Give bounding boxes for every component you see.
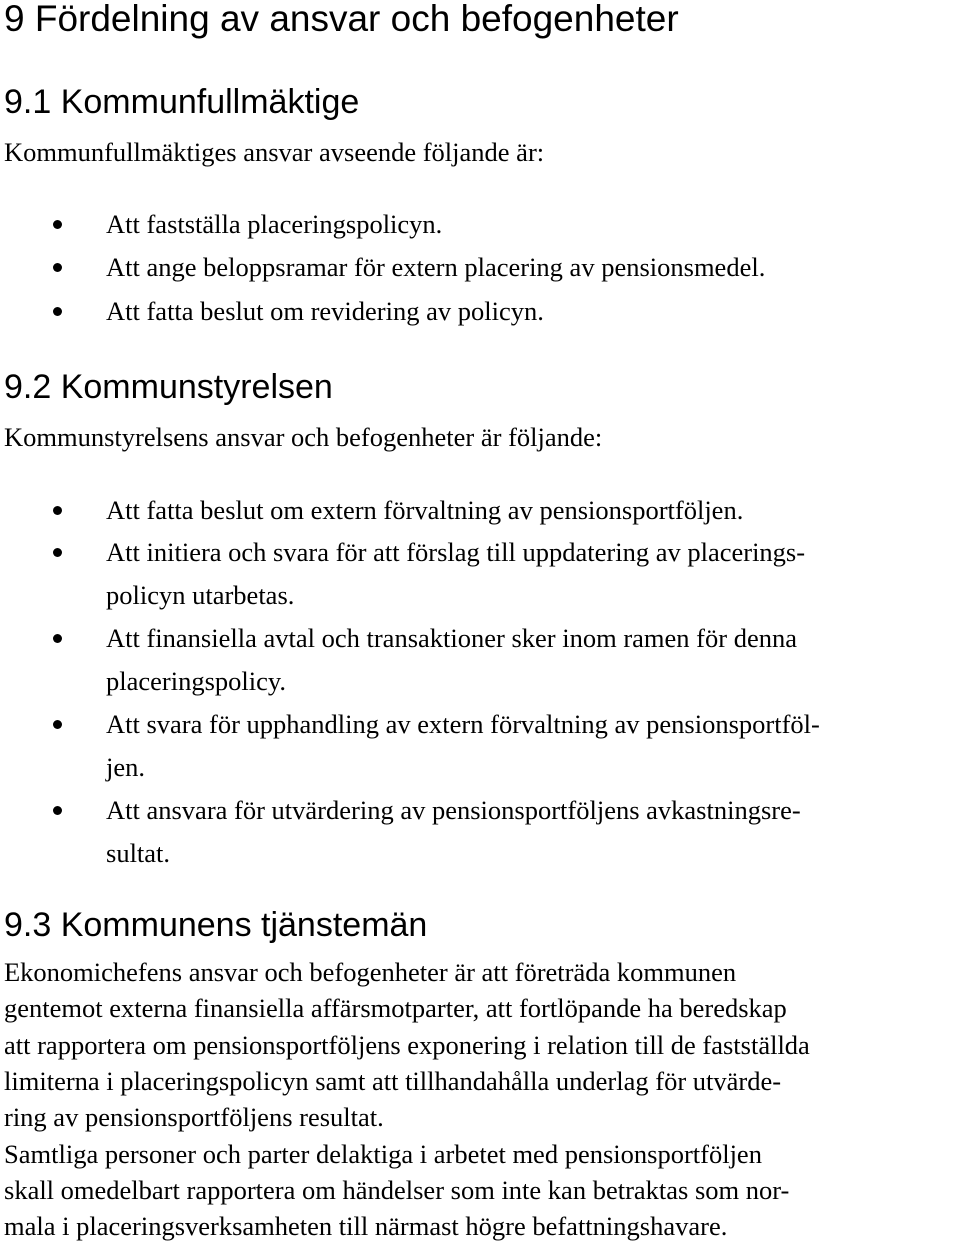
section-9-3-heading: 9.3 Kommunens tjänstemän bbox=[4, 906, 428, 944]
list-item-text: Att ansvara för utvärdering av pensionsportföljens avkastningsre- bbox=[106, 795, 801, 825]
section-9-2-intro: Kommunstyrelsens ansvar och befogenheter är följande: bbox=[4, 422, 603, 452]
bullet-icon bbox=[53, 806, 62, 815]
paragraph-line: gentemot externa finansiella affärsmotparter, att fortlöpande ha beredskap bbox=[4, 993, 787, 1023]
list-item-text: Att finansiella avtal och transaktioner sker inom ramen för denna bbox=[106, 623, 797, 653]
paragraph-line: att rapportera om pensionsportföljens exponering i relation till de fastställda bbox=[4, 1030, 810, 1060]
bullet-icon bbox=[53, 634, 62, 643]
list-item-text: policyn utarbetas. bbox=[106, 580, 295, 610]
list-item-text: Att fastställa placeringspolicyn. bbox=[106, 209, 443, 239]
list-item-text: Att initiera och svara för att förslag till uppdatering av placerings- bbox=[106, 537, 806, 567]
list-item-text: placeringspolicy. bbox=[106, 666, 287, 696]
paragraph-line: Ekonomichefens ansvar och befogenheter är att företräda kommunen bbox=[4, 957, 737, 987]
paragraph-line: limiterna i placeringspolicyn samt att tillhandahålla underlag för utvärde- bbox=[4, 1066, 782, 1096]
paragraph-line: Samtliga personer och parter delaktiga i arbetet med pensionsportföljen bbox=[4, 1139, 762, 1169]
list-item-text: Att svara för upphandling av extern förvaltning av pensionsportföl- bbox=[106, 709, 820, 739]
bullet-icon bbox=[53, 548, 62, 557]
paragraph-line: skall omedelbart rapportera om händelser som inte kan betraktas som nor- bbox=[4, 1175, 790, 1205]
list-item-text: Att fatta beslut om extern förvaltning av pensionsportföljen. bbox=[106, 495, 744, 525]
list-item-text: Att ange beloppsramar för extern placering av pensionsmedel. bbox=[106, 252, 766, 282]
bullet-icon bbox=[53, 720, 62, 729]
section-9-2-heading: 9.2 Kommunstyrelsen bbox=[4, 368, 333, 406]
section-9-1-intro: Kommunfullmäktiges ansvar avseende följande är: bbox=[4, 137, 545, 167]
bullet-icon bbox=[53, 220, 62, 229]
bullet-icon bbox=[53, 263, 62, 272]
list-item-text: Att fatta beslut om revidering av policyn. bbox=[106, 296, 544, 326]
list-item-text: jen. bbox=[106, 752, 145, 782]
paragraph-line: mala i placeringsverksamheten till närmast högre befattningshavare. bbox=[4, 1211, 728, 1241]
bullet-icon bbox=[53, 307, 62, 316]
chapter-heading: 9 Fördelning av ansvar och befogenheter bbox=[4, 0, 679, 39]
paragraph-line: ring av pensionsportföljens resultat. bbox=[4, 1102, 384, 1132]
list-item-text: sultat. bbox=[106, 838, 171, 868]
section-9-1-heading: 9.1 Kommunfullmäktige bbox=[4, 83, 360, 121]
bullet-icon bbox=[53, 506, 62, 515]
